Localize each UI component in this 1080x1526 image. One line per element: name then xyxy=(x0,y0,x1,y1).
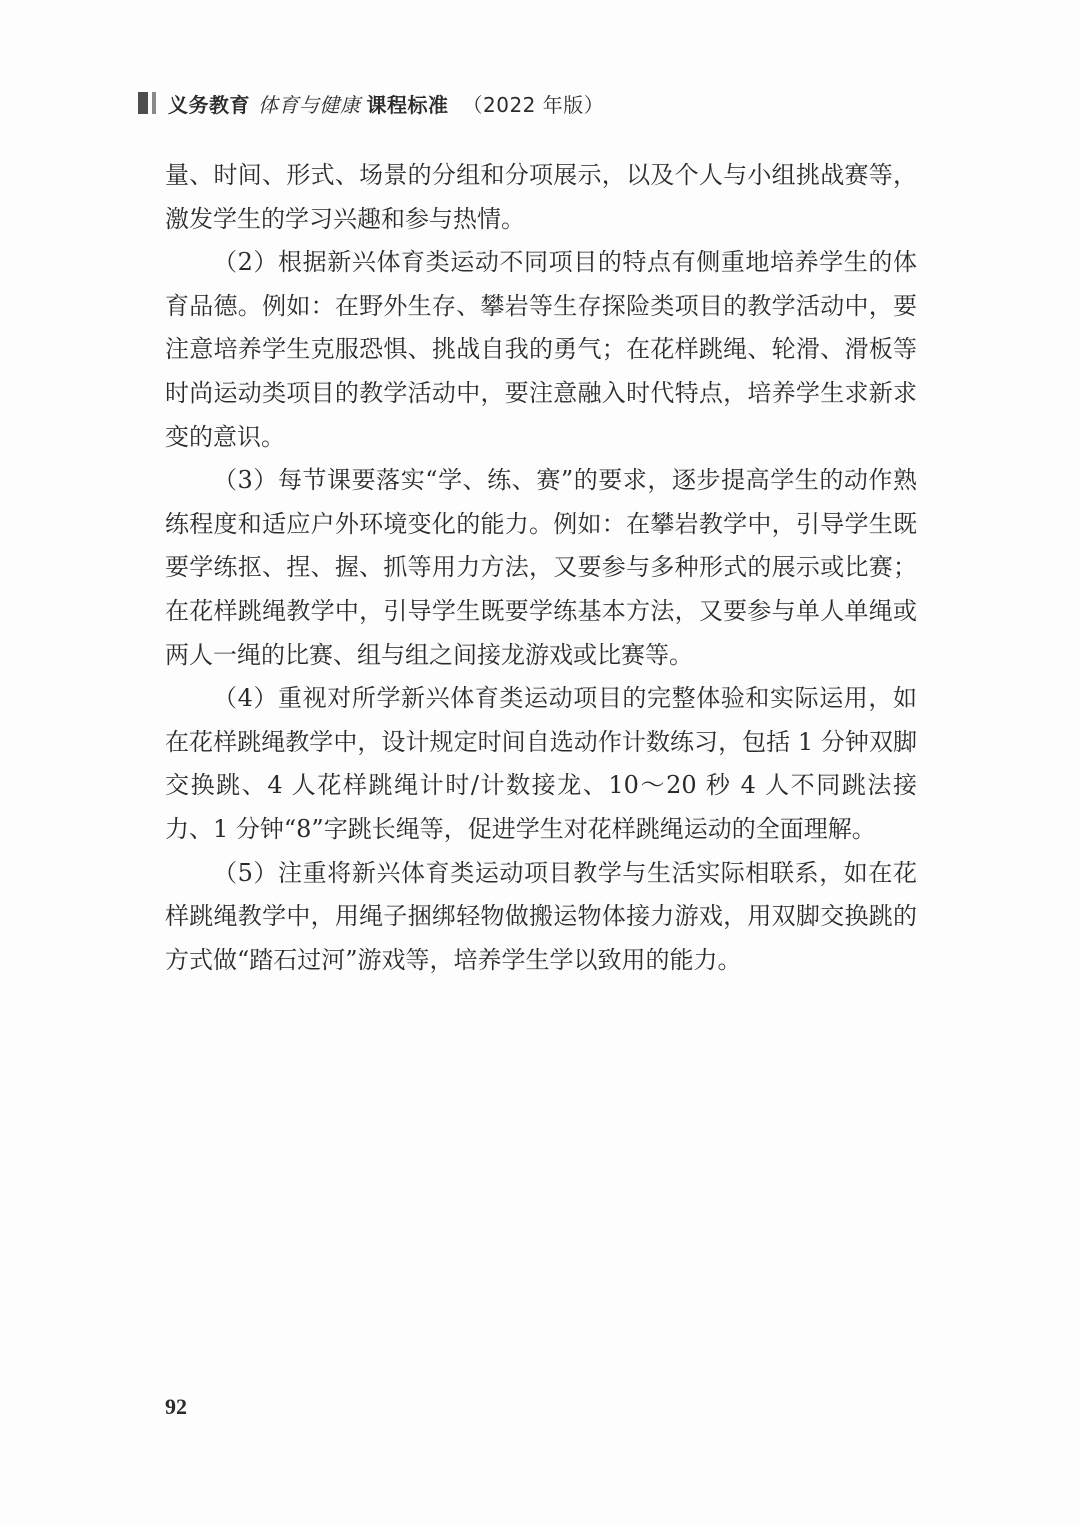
header-title xyxy=(168,89,604,118)
body-text xyxy=(165,154,917,982)
page-number: 92 xyxy=(165,1394,187,1419)
header-bar-mark-icon xyxy=(138,92,156,114)
header-title-subject: 体育与健康 xyxy=(258,92,361,117)
paragraph-item-4: （4）重视对所学新兴体育类运动项目的完整体验和实际运用，如在花样跳绳教学中，设计规定时间自选动作计数练习，包括 1 分钟双脚交换跳、4 人花样跳绳计时/计数接龙、10～20 秒 4 人不同跳法接力、1 分钟“8”字跳长绳等，促进学生对花样跳绳运动的全面理解。 xyxy=(165,684,917,843)
header-bar-thin xyxy=(152,92,156,114)
paragraph-item-2: （2）根据新兴体育类运动不同项目的特点有侧重地培养学生的体育品德。例如：在野外生存、攀岩等生存探险类项目的教学活动中，要注意培养学生克服恐惧、挑战自我的勇气；在花样跳绳、轮滑、滑板等时尚运动类项目的教学活动中，要注意融入时代特点，培养学生求新求变的意识。 xyxy=(165,248,917,451)
paragraph-continued: 量、时间、形式、场景的分组和分项展示，以及个人与小组挑战赛等，激发学生的学习兴趣和参与热情。 xyxy=(165,161,917,233)
paragraph-item-3: （3）每节课要落实“学、练、赛”的要求，逐步提高学生的动作熟练程度和适应户外环境变化的能力。例如：在攀岩教学中，引导学生既要学练抠、捏、握、抓等用力方法，又要参与多种形式的展示或比赛；在花样跳绳教学中，引导学生既要学练基本方法，又要参与单人单绳或两人一绳的比赛、组与组之间接龙游戏或比赛等。 xyxy=(165,466,917,669)
paragraph-item-5: （5）注重将新兴体育类运动项目教学与生活实际相联系，如在花样跳绳教学中，用绳子捆绑轻物做搬运物体接力游戏，用双脚交换跳的方式做“踏石过河”游戏等，培养学生学以致用的能力。 xyxy=(165,858,917,974)
header-edition: （2022 年版） xyxy=(462,92,605,117)
running-header xyxy=(138,88,604,118)
header-title-standard: 课程标准 xyxy=(366,92,449,117)
header-title-main: 义务教育 xyxy=(168,92,250,117)
header-bar-thick xyxy=(138,92,148,114)
